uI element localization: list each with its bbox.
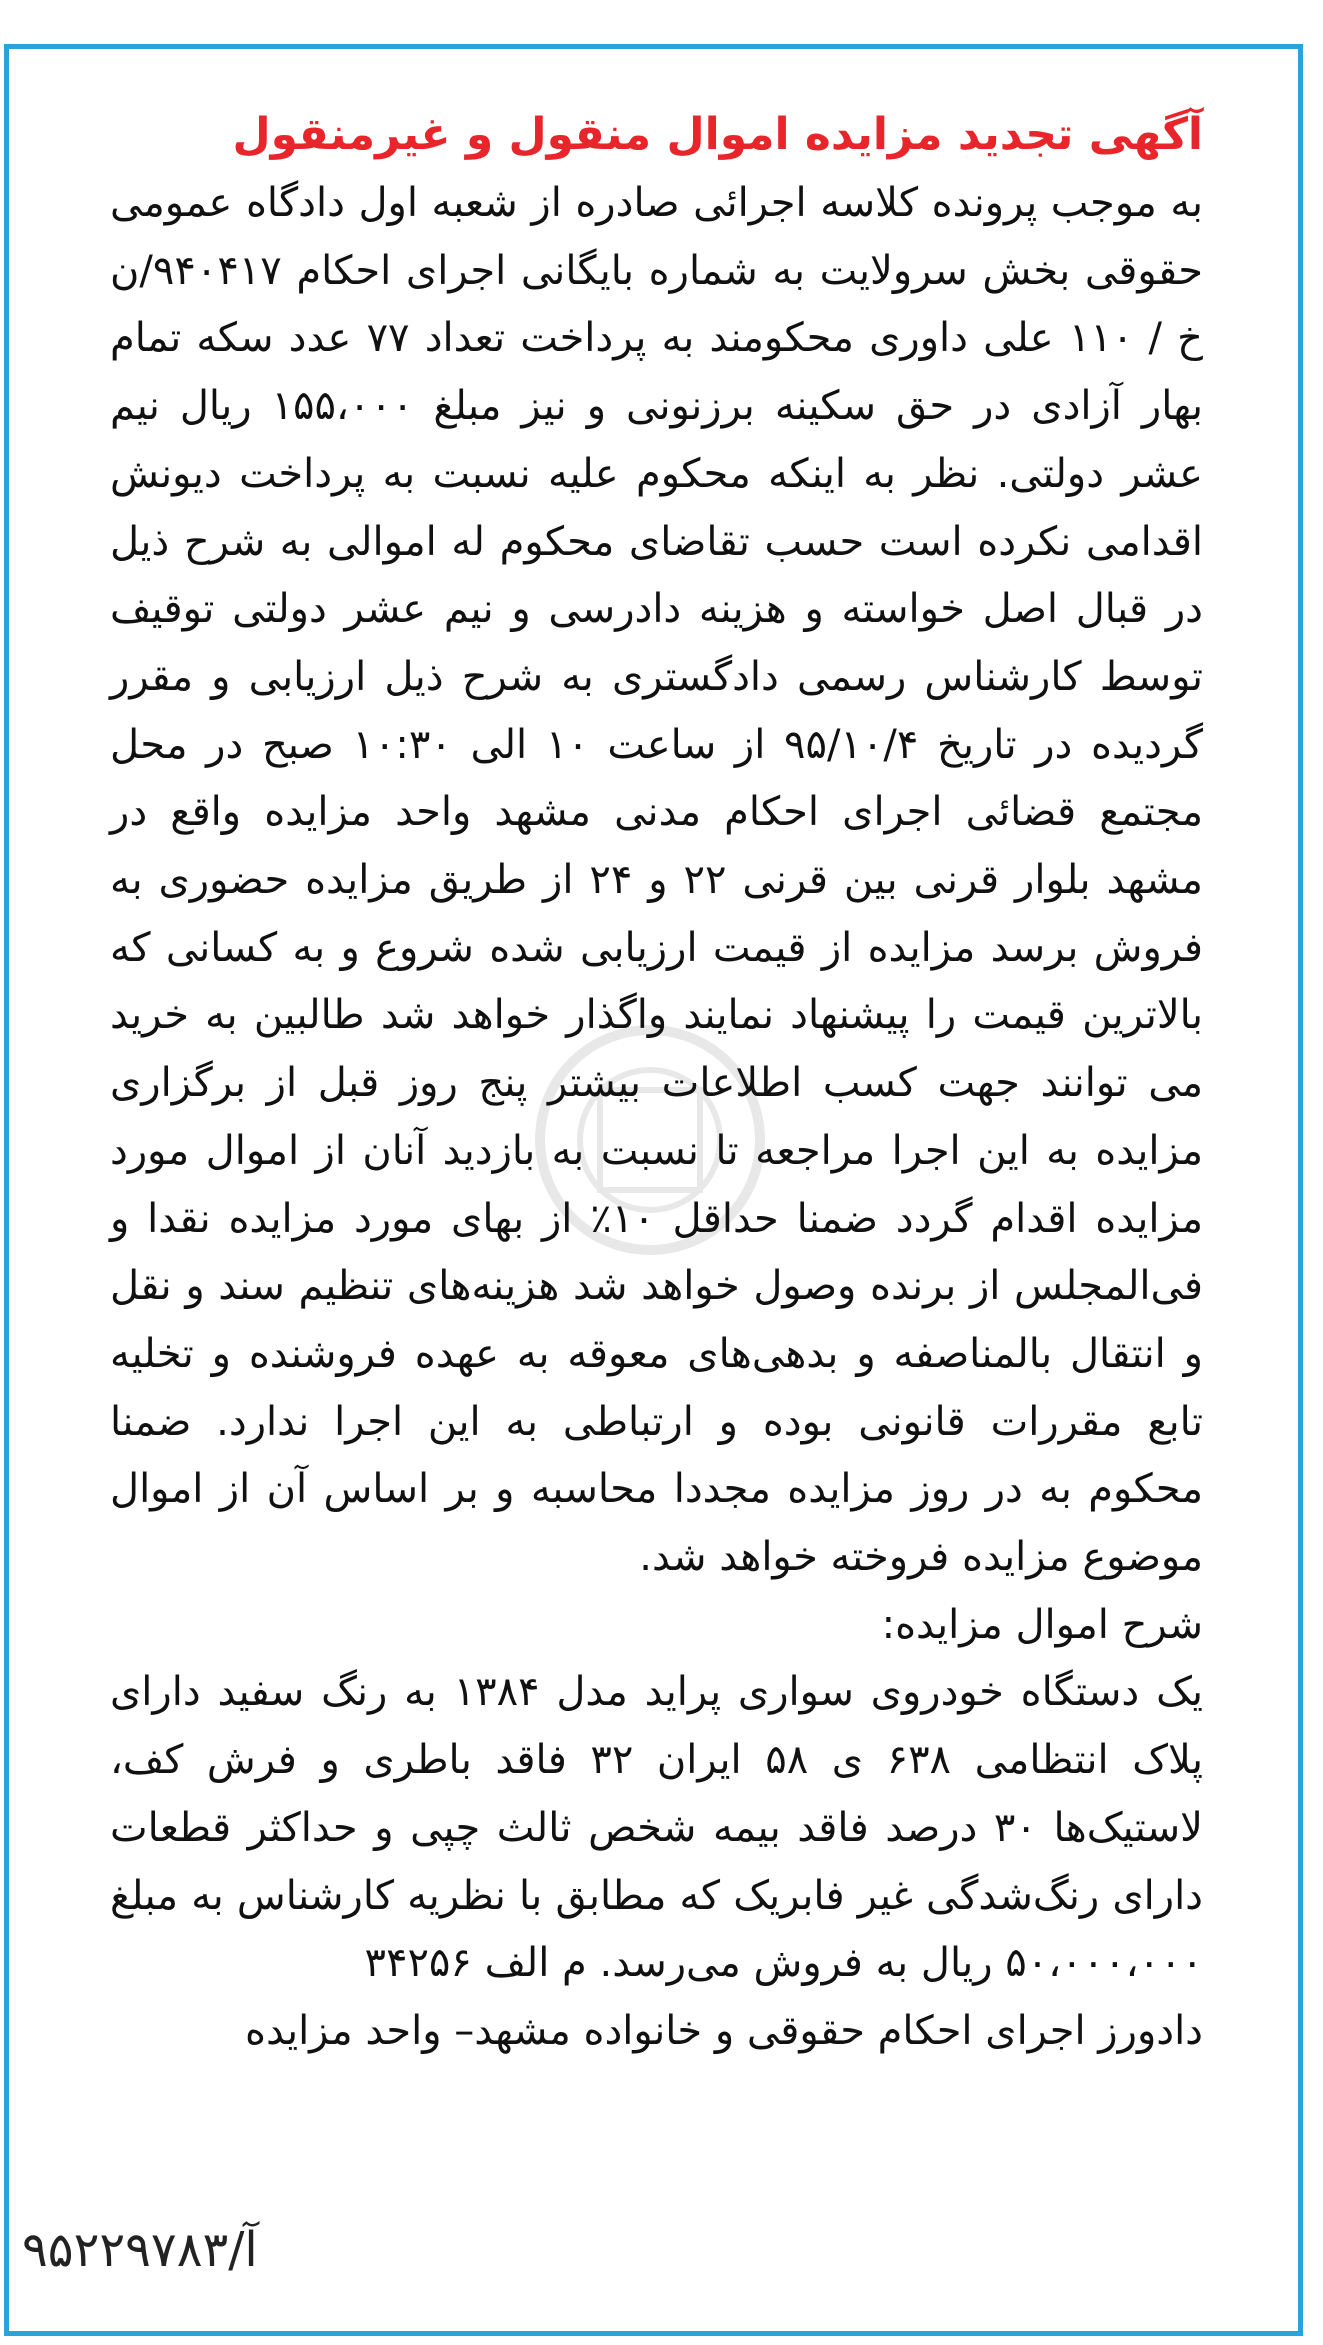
notice-title: آگهی تجدید مزایده اموال منقول و غیرمنقول — [232, 109, 1203, 160]
reference-code: آ/۹۵۲۲۹۷۸۳ — [22, 2222, 258, 2278]
notice-paragraph-items: یک دستگاه خودروی سواری پراید مدل ۱۳۸۴ به رنگ سفید دارای پلاک انتظامی ۶۳۸ ی ۵۸ ایران ۳۲ فاقد باطری و فرش کف، لاستیک‌ها ۳۰ درصد فاقد بیمه شخص ثالث چپی و حداکثر قطعات دارای رنگ‌شدگی غیر فابریک که مطابق با نظریه کارشناس به مبلغ ۵۰،۰۰۰،۰۰۰ ریال به فروش می‌رسد. م الف ۳۴۲۵۶ — [110, 1669, 1203, 1987]
items-heading: شرح اموال مزایده: — [881, 1601, 1203, 1648]
notice-signature: دادورز اجرای احکام حقوقی و خانواده مشهد– واحد مزایده — [244, 2007, 1203, 2054]
notice-paragraph-main: به موجب پرونده کلاسه اجرائی صادره از شعبه اول دادگاه عمومی حقوقی بخش سرولایت به شماره بایگانی اجرای احکام ۹۴۰۴۱۷/ن خ / ۱۱۰ علی داوری محکومند به پرداخت تعداد ۷۷ عدد سکه تمام بهار آزادی در حق سکینه برزنونی و نیز مبلغ ۱۵۵،۰۰۰ ریال نیم عشر دولتی. نظر به اینکه محکوم علیه نسبت به پرداخت دیونش اقدامی نکرده است حسب تقاضای محکوم له اموالی به شرح ذیل در قبال اصل خواسته و هزینه دادرسی و نیم عشر دولتی توقیف توسط کارشناس رسمی دادگستری به شرح ذیل ارزیابی و مقرر گردیده در تاریخ ۹۵/۱۰/۴ از ساعت ۱۰ الی ۱۰:۳۰ صبح در محل مجتمع قضائی اجرای احکام مدنی مشهد واحد مزایده واقع در مشهد بلوار قرنی بین قرنی ۲۲ و ۲۴ از طریق مزایده حضوری به فروش برسد مزایده از قیمت ارزیابی شده شروع و به کسانی که بالاترین قیمت را پیشنهاد نمایند واگذار خواهد شد طالبین به خرید می توانند جهت کسب اطلاعات بیشتر پنج روز قبل از برگزاری مزایده به این اجرا مراجعه تا نسبت به بازدید آنان از اموال مورد مزایده اقدام گردد ضمنا حداقل ۱۰٪ از بهای مورد مزایده نقدا و فی‌المجلس از برنده وصول خواهد شد هزینه‌های تنظیم سند و نقل و انتقال بالمناصفه و بدهی‌های معوقه به عهده فروشنده و تخلیه تابع مقررات قانونی بوده و ارتباطی به این اجرا ندارد. ضمنا محکوم به در روز مزایده مجددا محاسبه و بر اساس آن از اموال موضوع مزایده فروخته خواهد شد. — [110, 180, 1204, 1581]
notice-body — [110, 170, 1203, 2066]
